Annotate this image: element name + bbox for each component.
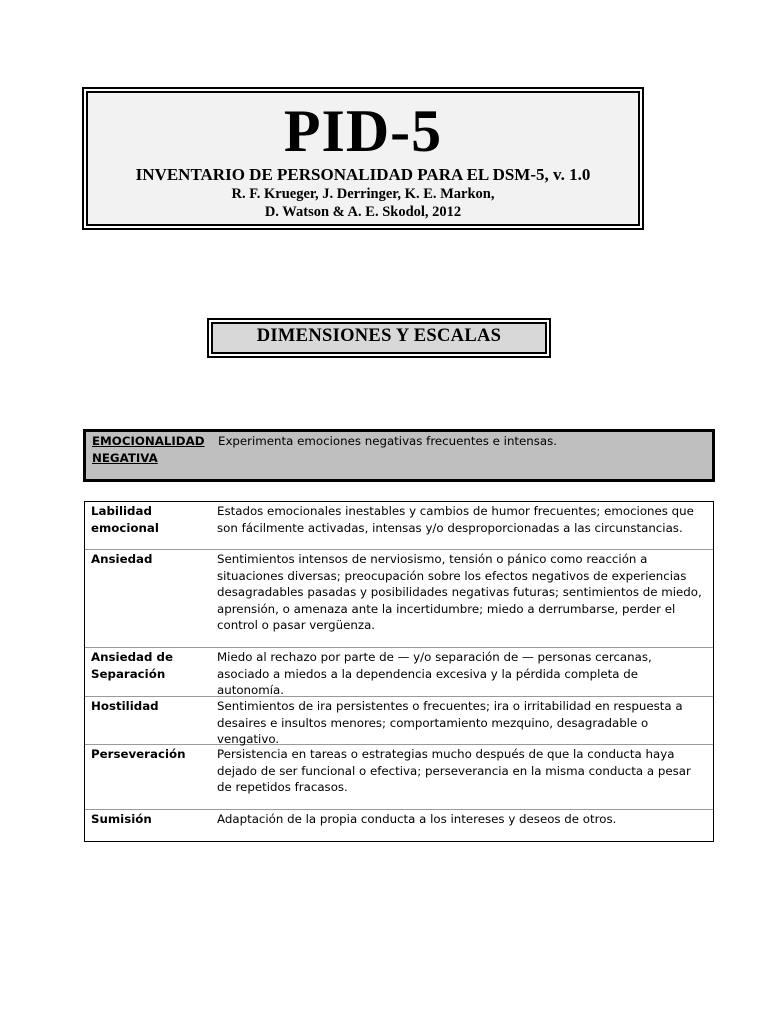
facet-name: Sumisión	[91, 812, 152, 826]
facet-description: Adaptación de la propia conducta a los intereses y deseos de otros.	[217, 812, 617, 826]
facet-description: Sentimientos de ira persistentes o frecuentes; ira o irritabilidad en respuesta a desaires e insultos menores; comportamiento mezquino, desagradable o vengativo.	[217, 699, 683, 746]
table-row	[85, 809, 713, 841]
table-row	[85, 502, 713, 549]
domain-description: Experimenta emociones negativas frecuentes e intensas.	[218, 434, 558, 448]
table-row	[85, 549, 713, 647]
facet-name: Ansiedad	[91, 552, 153, 566]
document-title: PID-5	[283, 98, 443, 164]
section-heading-box	[207, 318, 551, 358]
facets-table	[84, 501, 714, 842]
document-subtitle: INVENTARIO DE PERSONALIDAD PARA EL DSM-5, v. 1.0	[135, 165, 591, 184]
title-panel	[86, 91, 640, 226]
domain-name: EMOCIONALIDAD NEGATIVA	[92, 434, 205, 465]
facet-description: Sentimientos intensos de nerviosismo, tensión o pánico como reacción a situaciones diversas; preocupación sobre los efectos negativos de experiencias desagradables pasadas y posibilidades negativas futuras; sentimientos de miedo, aprensión, o amenaza ante la incertidumbre; miedo a derrumbarse, perder el control o pasar vergüenza.	[217, 552, 702, 632]
facet-name: Perseveración	[91, 747, 186, 761]
domain-header	[83, 429, 715, 482]
authors-line-2: D. Watson & A. E. Skodol, 2012	[264, 204, 462, 220]
facet-description: Estados emocionales inestables y cambios de humor frecuentes; emociones que son fácilmente activadas, intensas y/o desproporcionadas a las circunstancias.	[217, 504, 694, 535]
title-box	[82, 87, 644, 230]
facet-name: Hostilidad	[91, 699, 159, 713]
facet-name: Ansiedad de Separación	[91, 650, 173, 681]
table-row	[85, 696, 713, 744]
section-heading: DIMENSIONES Y ESCALAS	[211, 322, 547, 354]
facet-name: Labilidad emocional	[91, 504, 159, 535]
facet-description: Persistencia en tareas o estrategias mucho después de que la conducta haya dejado de ser funcional o efectiva; perseverancia en la misma conducta a pesar de repetidos fracasos.	[217, 747, 691, 794]
table-row	[85, 647, 713, 696]
facet-description: Miedo al rechazo por parte de — y/o separación de — personas cercanas, asociado a miedos a la dependencia excesiva y la pérdida completa de autonomía.	[217, 650, 652, 697]
table-row	[85, 744, 713, 809]
authors-line-1: R. F. Krueger, J. Derringer, K. E. Markon,	[231, 186, 495, 202]
